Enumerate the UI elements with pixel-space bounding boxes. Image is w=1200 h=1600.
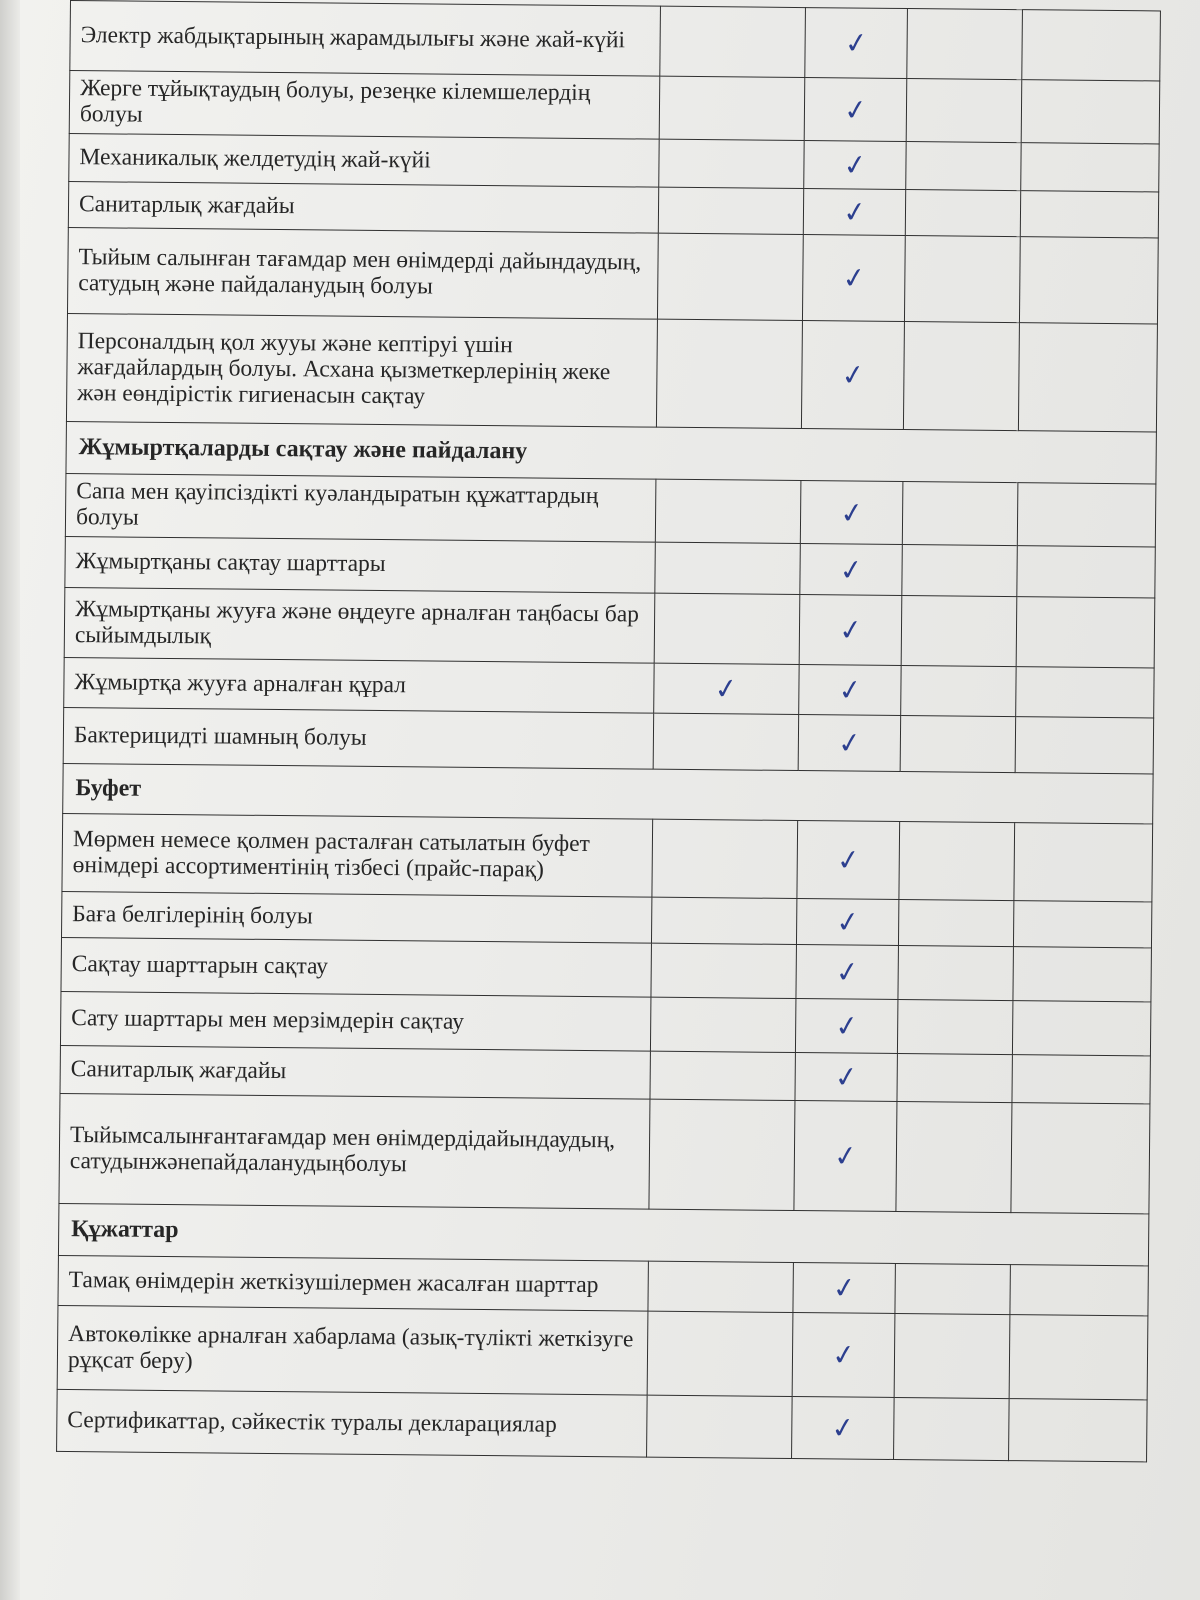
checklist-item-text: Сертификаттар, сәйкестік туралы декларациялар <box>57 1389 648 1457</box>
check-cell <box>794 1101 897 1212</box>
checklist-row <box>70 1 1161 81</box>
check-cell <box>894 1313 1010 1398</box>
check-cell <box>897 999 1013 1054</box>
check-cell <box>658 187 803 234</box>
check-cell <box>1013 901 1151 948</box>
check-cell <box>1022 10 1161 81</box>
check-cell <box>1019 237 1158 324</box>
check-cell <box>1018 323 1157 432</box>
check-cell <box>795 1053 897 1102</box>
checklist-body <box>57 1 1161 1462</box>
check-cell <box>800 481 903 545</box>
section-title: Құжаттар <box>58 1203 1148 1265</box>
check-cell <box>795 999 898 1054</box>
check-cell <box>894 1397 1010 1460</box>
checklist-item-text: Сапа мен қауіпсіздікті куәландыратын құжаттардың болуы <box>65 473 656 542</box>
check-cell <box>659 139 804 188</box>
check-cell <box>792 1396 895 1459</box>
check-cell <box>1015 717 1154 774</box>
handwritten-checkmark-icon: ✓ <box>833 904 862 940</box>
check-cell <box>901 596 1017 667</box>
handwritten-checkmark-icon: ✓ <box>836 672 864 708</box>
handwritten-checkmark-icon: ✓ <box>839 357 867 393</box>
checklist-row <box>65 473 1156 546</box>
check-cell <box>1021 143 1159 192</box>
handwritten-checkmark-icon: ✓ <box>837 494 866 531</box>
checklist-item-text: Электр жабдықтарының жарамдылығы және жай-күйі <box>70 1 661 77</box>
checklist-item-text: Персоналдың қол жууы және кептіруі үшін жағдайлардың болуы. Асхана қызметкерлерінің жеке жән еөндірістік гигиенасын сақтау <box>66 313 657 427</box>
check-cell <box>651 943 797 998</box>
checklist-row <box>69 71 1160 144</box>
check-cell <box>805 8 908 79</box>
check-cell <box>792 1313 895 1398</box>
check-cell <box>647 1395 793 1458</box>
check-cell <box>655 542 800 594</box>
check-cell <box>1020 191 1158 238</box>
check-cell <box>803 189 905 236</box>
check-cell <box>896 1101 1012 1212</box>
checklist-item-text: Тамақ өнімдерін жеткізушілермен жасалған шарттар <box>58 1255 648 1311</box>
check-cell <box>802 235 905 322</box>
check-cell <box>801 321 904 430</box>
page-binding-edge <box>0 0 20 1600</box>
inspection-checklist-table <box>56 0 1161 1462</box>
check-cell <box>799 595 902 666</box>
handwritten-checkmark-icon: ✓ <box>829 1337 858 1373</box>
check-cell <box>895 1263 1010 1314</box>
check-cell <box>902 545 1017 597</box>
checklist-row <box>57 1389 1148 1461</box>
check-cell <box>650 1051 795 1100</box>
handwritten-checkmark-icon: ✓ <box>833 954 861 990</box>
check-cell <box>1016 667 1154 718</box>
check-cell <box>651 897 796 944</box>
check-cell <box>906 142 1021 191</box>
checklist-row <box>62 813 1153 901</box>
check-cell <box>907 9 1023 80</box>
checklist-item-text: Тыйым салынған тағамдар мен өнімдерді дайындаудың, сатудың және пайдаланудың болуы <box>67 227 658 319</box>
check-cell <box>898 945 1014 1000</box>
check-cell <box>901 666 1016 717</box>
check-cell <box>1013 947 1152 1002</box>
check-cell <box>659 76 805 140</box>
checklist-row <box>59 1093 1150 1213</box>
handwritten-checkmark-icon: ✓ <box>832 1059 860 1095</box>
check-cell <box>1011 1103 1150 1214</box>
check-cell <box>653 713 799 770</box>
check-cell <box>654 593 800 664</box>
handwritten-checkmark-icon: ✓ <box>837 551 865 588</box>
checklist-row <box>63 707 1153 773</box>
check-cell <box>1021 80 1160 144</box>
checklist-item-text: Санитарлық жағдайы <box>60 1045 650 1099</box>
checklist-item-text: Санитарлық жағдайы <box>68 181 658 233</box>
checklist-item-text: Баға белгілерінің болуы <box>62 891 652 943</box>
check-cell <box>904 236 1020 323</box>
check-cell <box>650 997 796 1052</box>
checklist-item-text: Жұмыртқаны жууға және өңдеуге арналған таңбасы бар сыйымдылық <box>64 587 655 663</box>
checklist-item-text: Автокөлікке арналған хабарлама (азық-түлікті жеткізуге рұқсат беру) <box>57 1305 648 1395</box>
checklist-item-text: Тыйымсалынғантағамдар мен өнімдердідайындаудың, сатудынжәнепайдаланудыңболуы <box>59 1093 650 1209</box>
check-cell <box>798 715 901 772</box>
checklist-item-text: Сақтау шарттарын сақтау <box>61 937 651 997</box>
checklist-row <box>64 587 1155 667</box>
check-cell <box>1017 546 1155 598</box>
handwritten-checkmark-icon: ✓ <box>712 670 741 707</box>
check-cell <box>796 899 898 946</box>
check-cell <box>1010 1265 1148 1316</box>
checklist-item-text: Жұмыртқаны сақтау шарттары <box>65 536 655 593</box>
check-cell <box>899 822 1015 901</box>
check-cell <box>655 479 801 543</box>
check-cell <box>900 716 1016 773</box>
checklist-item-text: Мөрмен немесе қолмен расталған сатылатын буфет өнімдері ассортиментінің тізбесі (прайс-парақ) <box>62 813 653 897</box>
handwritten-checkmark-icon: ✓ <box>834 842 863 878</box>
check-cell <box>647 1311 793 1396</box>
check-cell <box>898 899 1013 946</box>
check-cell <box>793 1263 895 1314</box>
check-cell <box>1017 483 1156 547</box>
checklist-row <box>67 227 1158 323</box>
check-cell <box>897 1053 1012 1102</box>
check-cell <box>804 78 907 142</box>
check-cell <box>1016 597 1155 668</box>
check-cell <box>660 6 806 77</box>
check-cell <box>1009 1315 1148 1400</box>
checklist-item-text: Механикалық желдетудің жай-күйі <box>69 133 659 187</box>
check-cell <box>652 819 798 898</box>
handwritten-checkmark-icon: ✓ <box>830 1270 858 1306</box>
check-cell <box>800 544 902 596</box>
handwritten-checkmark-icon: ✓ <box>836 612 865 648</box>
checklist-item-text: Жерге тұйықтаудың болуы, резеңке кілемшелердің болуы <box>69 71 660 140</box>
checklist-item-text: Жұмыртқа жууға арналған құрал <box>64 657 654 713</box>
check-cell <box>1009 1399 1148 1462</box>
check-cell <box>654 663 799 714</box>
check-cell <box>1014 823 1153 902</box>
check-cell <box>903 322 1019 431</box>
checklist-row <box>57 1305 1148 1399</box>
handwritten-checkmark-icon: ✓ <box>835 725 864 761</box>
check-cell <box>799 665 901 716</box>
section-title: Жұмыртқаларды сақтау және пайдалану <box>66 421 1156 483</box>
handwritten-checkmark-icon: ✓ <box>841 147 869 183</box>
checklist-row <box>66 313 1157 431</box>
handwritten-checkmark-icon: ✓ <box>840 260 868 296</box>
check-cell <box>1012 1055 1150 1104</box>
check-cell <box>905 190 1020 237</box>
handwritten-checkmark-icon: ✓ <box>831 1138 860 1174</box>
check-cell <box>656 319 802 428</box>
check-cell <box>648 1261 793 1312</box>
section-title: Буфет <box>63 763 1153 823</box>
check-cell <box>796 945 899 1000</box>
check-cell <box>906 79 1022 143</box>
handwritten-checkmark-icon: ✓ <box>840 194 869 230</box>
handwritten-checkmark-icon: ✓ <box>829 1410 857 1446</box>
checklist-item-text: Бактерицидті шамның болуы <box>63 707 654 769</box>
handwritten-checkmark-icon: ✓ <box>842 25 870 61</box>
handwritten-checkmark-icon: ✓ <box>832 1008 861 1044</box>
check-cell <box>804 141 906 190</box>
check-cell <box>657 233 803 320</box>
checklist-item-text: Сату шарттары мен мерзімдерін сақтау <box>60 991 650 1051</box>
check-cell <box>902 482 1018 546</box>
check-cell <box>797 821 900 900</box>
check-cell <box>1012 1001 1151 1056</box>
handwritten-checkmark-icon: ✓ <box>841 91 870 128</box>
check-cell <box>649 1099 795 1210</box>
